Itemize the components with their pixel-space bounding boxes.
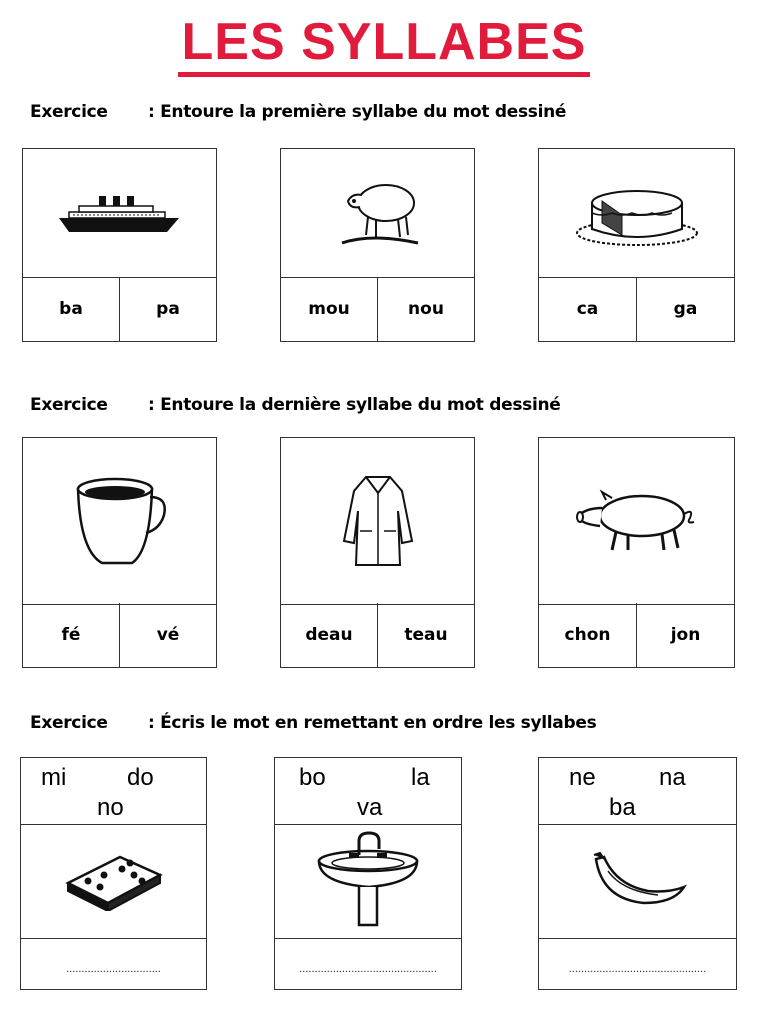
scramble-card [20, 757, 207, 990]
exercise-2-heading [30, 395, 561, 415]
exercise-label: Exercice [30, 395, 108, 415]
answer-line[interactable]: ............................................. [568, 963, 707, 975]
banana-icon [539, 824, 736, 939]
syllable: na [659, 764, 686, 791]
answer-line[interactable]: ............................................. [299, 963, 437, 975]
answer-line[interactable]: ............................... [66, 963, 161, 975]
word-card [22, 437, 217, 668]
syllable-option[interactable]: fé [61, 625, 81, 645]
word-card [22, 148, 217, 342]
cake-icon [539, 149, 734, 278]
syllable-option[interactable]: jon [636, 603, 734, 667]
syllable-option[interactable]: ga [636, 277, 734, 341]
syllable-box [275, 758, 461, 825]
syllable: no [97, 794, 124, 821]
sheep-icon [281, 149, 474, 278]
syllable: do [127, 764, 154, 791]
word-card [538, 437, 735, 668]
pig-icon [539, 438, 734, 605]
sink-icon [275, 824, 461, 939]
page-title [0, 14, 768, 77]
exercise-instruction: : Entoure la dernière syllabe du mot dessiné [148, 395, 561, 415]
title-text: LES SYLLABES [178, 14, 591, 77]
cup-icon [23, 438, 216, 605]
syllable: ne [569, 764, 596, 791]
syllable-option[interactable]: nou [377, 277, 474, 341]
syllable-option[interactable]: pa [119, 277, 216, 341]
syllable: va [357, 794, 383, 821]
syllable-option[interactable]: mou [308, 299, 350, 319]
exercise-3-heading [30, 713, 596, 733]
scramble-card [538, 757, 737, 990]
syllable-option[interactable]: ca [576, 299, 599, 319]
word-card [280, 148, 475, 342]
syllable-option[interactable]: chon [564, 625, 611, 645]
syllable: ba [609, 794, 636, 821]
syllable-box [21, 758, 206, 825]
exercise-instruction: : Écris le mot en remettant en ordre les syllabes [148, 713, 597, 733]
exercise-label: Exercice [30, 713, 108, 733]
word-card [280, 437, 475, 668]
exercise-1-heading [30, 102, 566, 122]
syllable: mi [41, 764, 67, 791]
syllable: la [411, 764, 430, 791]
syllable-option[interactable]: deau [305, 625, 353, 645]
syllable-option[interactable]: ba [59, 299, 83, 319]
exercise-instruction: : Entoure la première syllabe du mot dessiné [148, 102, 567, 122]
exercise-label: Exercice [30, 102, 108, 122]
syllable-option[interactable]: teau [377, 603, 474, 667]
syllable-box [539, 758, 736, 825]
word-card [538, 148, 735, 342]
scramble-card [274, 757, 462, 990]
ship-icon [23, 149, 216, 278]
syllable-option[interactable]: vé [119, 603, 216, 667]
coat-icon [281, 438, 474, 605]
syllable: bo [299, 764, 326, 791]
domino-icon [21, 824, 206, 939]
